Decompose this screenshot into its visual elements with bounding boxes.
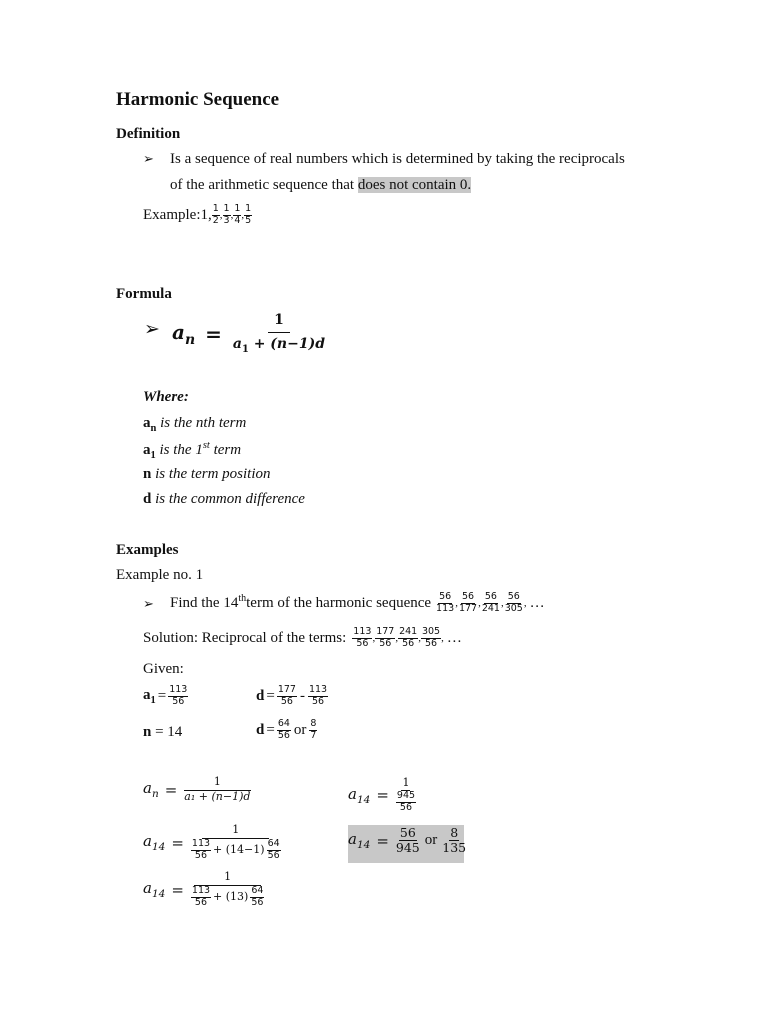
calc-step-3: $a_{14}$ = 1 $\frac{113}{56}$ + (13) $\frac{64}{56}$ — [143, 870, 264, 908]
main-formula: $a_n$ = $\frac{1}{a_1 + (n-1)d}$ — [172, 312, 325, 355]
fraction: $\frac{1}{4}$ — [234, 203, 241, 226]
example-question: Find the 14 $^{th}$ term of the harmonic sequence $\frac{56}{113}$ , $\frac{56}{177}$ , $\frac{56}{241}$ , $\frac{56}{305}$ , … — [170, 591, 545, 614]
page-title: Harmonic Sequence — [116, 89, 280, 110]
calc-step-1: $a_n$ = $\frac{1}{\text{a₁ + (n−1)d}}$ — [143, 775, 251, 803]
examples-heading: Examples — [116, 542, 179, 558]
definition-heading: Definition — [116, 126, 181, 142]
solution-line: Solution: Reciprocal of the terms: $\frac{113}{56}$ , $\frac{177}{56}$ , $\frac{241}{56}$ , $\frac{305}{56}$ , … — [143, 626, 462, 649]
where-label: Where: — [143, 389, 189, 405]
given-label: Given: — [143, 661, 184, 677]
definition-example: Example:1, $\frac{1}{2}$ , $\frac{1}{3}$ , $\frac{1}{4}$ , $\frac{1}{5}$ — [143, 203, 252, 226]
definition-a1: $a_1$ is the 1st term — [143, 440, 242, 461]
fraction: $\frac{1}{5}$ — [245, 203, 252, 226]
definition-n: n is the term position — [143, 466, 271, 482]
given-n: n = 14 — [143, 724, 183, 740]
definition-line-2: of the arithmetic sequence that does not contain 0. — [170, 177, 472, 193]
calc-step-2: $a_{14}$ = 1 $\frac{113}{56}$ + (14−1) $\frac{64}{56}$ — [143, 823, 280, 861]
definition-line-1: Is a sequence of real numbers which is determined by taking the reciprocals — [170, 151, 625, 167]
final-result: $a_{14}$ = $\frac{56}{945}$ or $\frac{8}{135}$ — [348, 825, 467, 856]
highlighted-phrase: does not contain 0. — [357, 177, 472, 193]
question-arrow-icon: ➢ — [143, 597, 154, 612]
given-d: d = $\frac{177}{56}$ - $\frac{113}{56}$ — [256, 684, 328, 707]
bullet-arrow-icon: ➢ — [143, 152, 154, 167]
example-label: Example no. 1 — [116, 567, 204, 583]
result-step-1: $a_{14}$ = $\frac{1}{\frac{945}{56}}$ — [348, 776, 416, 813]
given-a1: $a_1$ = $\frac{113}{56}$ — [143, 684, 188, 707]
fraction: $\frac{1}{2}$ — [212, 203, 219, 226]
definition-d: d is the common difference — [143, 491, 305, 507]
definition-an: $a_n$ is the nth term — [143, 415, 247, 434]
fraction: $\frac{1}{3}$ — [223, 203, 230, 226]
given-d-simplified: d = $\frac{64}{56}$ or $\frac{8}{7}$ — [256, 718, 317, 741]
formula-arrow-icon: ➢ — [144, 318, 160, 340]
formula-heading: Formula — [116, 286, 172, 302]
